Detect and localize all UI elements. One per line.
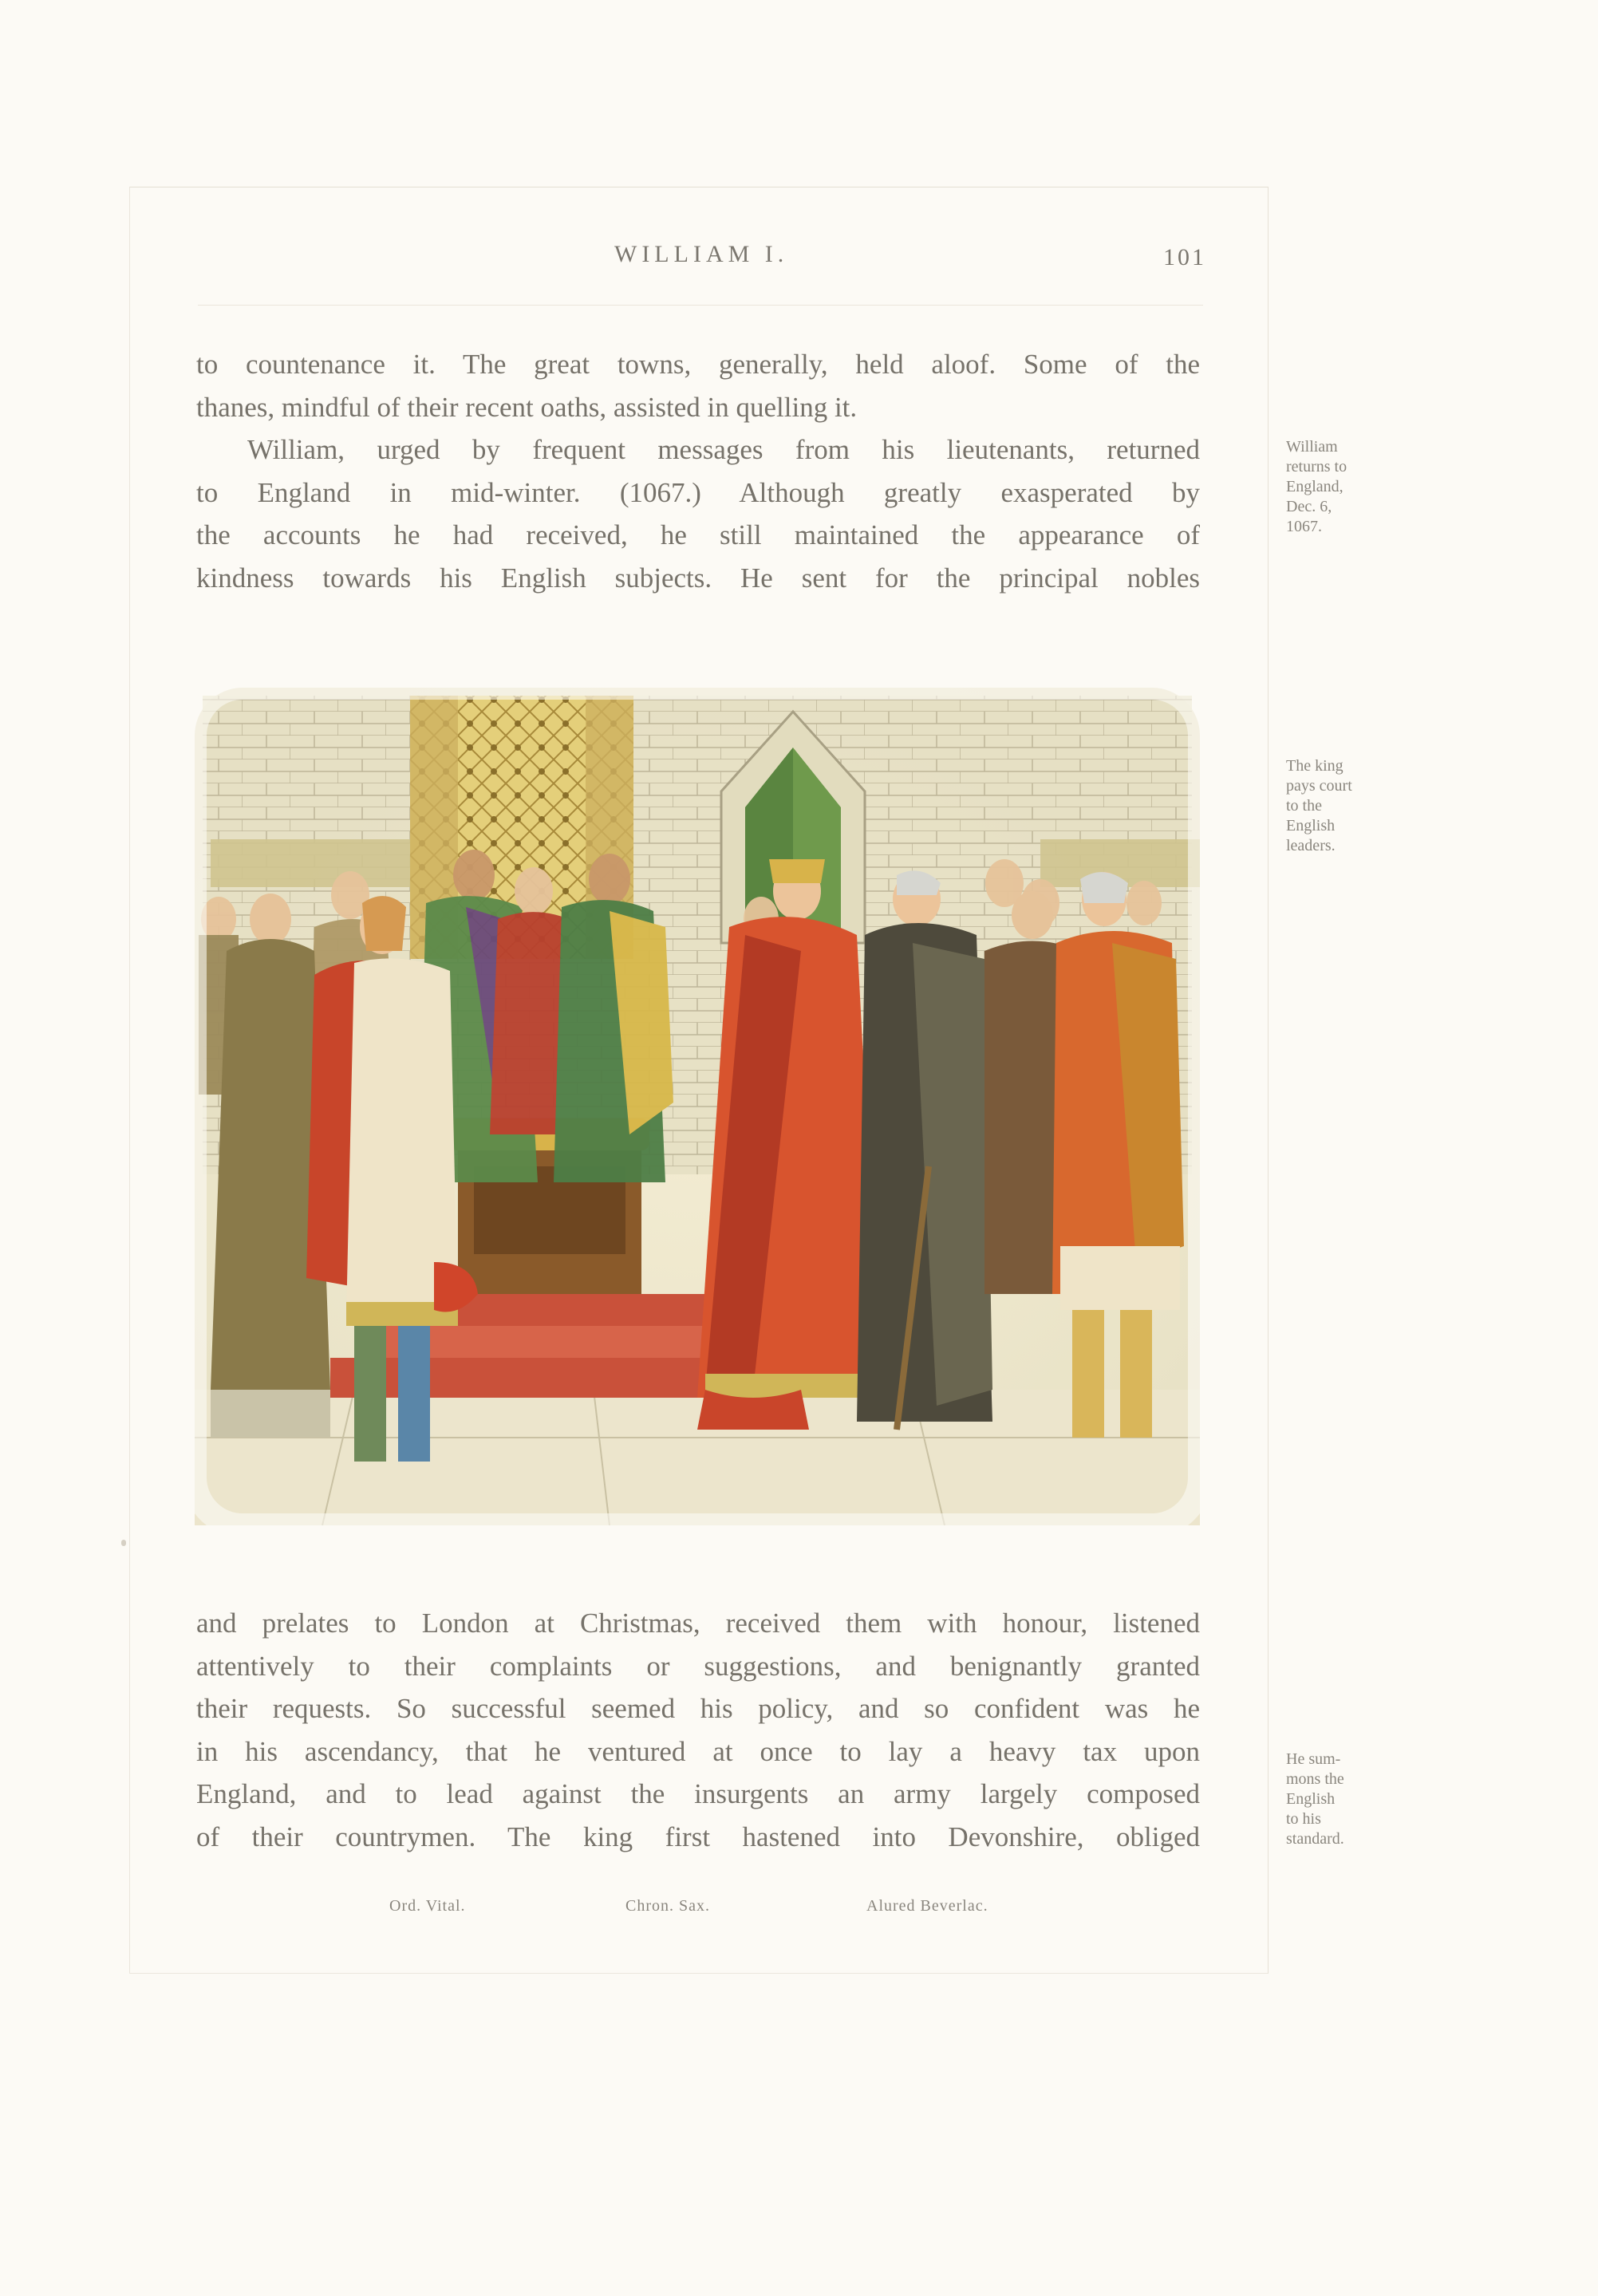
margin-note-line: returns to	[1286, 458, 1347, 475]
margin-note-line: English	[1286, 817, 1336, 834]
text-line: their requests. So successful seemed his policy, and so confident was he	[196, 1693, 1200, 1724]
footnote-source: Chron. Sax.	[625, 1897, 710, 1915]
margin-note-line: William	[1286, 438, 1338, 456]
text-line: to countenance it. The great towns, generally, held aloof. Some of the	[196, 349, 1200, 380]
margin-note-line: to the	[1286, 797, 1322, 815]
text-line: to England in mid-winter. (1067.) Although greatly exasperated by	[196, 476, 1200, 508]
text-line: and prelates to London at Christmas, received them with honour, listened	[196, 1608, 1200, 1639]
footnote-sources	[0, 1897, 1598, 1921]
margin-note-court	[1286, 756, 1398, 856]
text-line: kindness towards his English subjects. He sent for the principal nobles	[196, 562, 1200, 594]
text-line: of their countrymen. The king first hastened into Devonshire, obliged	[196, 1821, 1200, 1852]
text-line: the accounts he had received, he still maintained the appearance of	[196, 519, 1200, 550]
margin-note-line: leaders.	[1286, 837, 1336, 854]
margin-note-line: Dec. 6,	[1286, 498, 1332, 515]
footnote-source: Alured Beverlac.	[866, 1897, 988, 1915]
footnote-source: Ord. Vital.	[389, 1897, 466, 1915]
margin-note-line: English	[1286, 1790, 1336, 1808]
margin-note-return	[1286, 437, 1398, 537]
margin-note-line: pays court	[1286, 777, 1352, 795]
body-paragraph-bottom	[196, 1602, 1200, 1858]
margin-note-line: He sum-	[1286, 1750, 1341, 1768]
text-line: William, urged by frequent messages from his lieutenants, returned	[247, 434, 1200, 465]
margin-note-line: The king	[1286, 757, 1344, 775]
text-line: thanes, mindful of their recent oaths, assisted in quelling it.	[196, 391, 858, 423]
margin-note-line: England,	[1286, 478, 1344, 495]
text-line: England, and to lead against the insurgents an army largely composed	[196, 1778, 1200, 1809]
text-line: in his ascendancy, that he ventured at once to lay a heavy tax upon	[196, 1735, 1200, 1767]
margin-note-standard	[1286, 1750, 1398, 1849]
margin-note-line: 1067.	[1286, 518, 1322, 535]
body-paragraph-top	[196, 343, 1200, 599]
page-number: 101	[1163, 244, 1206, 270]
page-speck	[121, 1540, 126, 1546]
margin-note-line: standard.	[1286, 1830, 1344, 1848]
text-line: attentively to their complaints or suggestions, and benignantly granted	[196, 1650, 1200, 1682]
margin-note-line: to his	[1286, 1810, 1321, 1828]
margin-note-line: mons the	[1286, 1770, 1344, 1788]
header-rule	[198, 305, 1203, 306]
running-head: WILLIAM I.	[614, 241, 789, 267]
illustration-king-and-nobles	[195, 688, 1200, 1525]
